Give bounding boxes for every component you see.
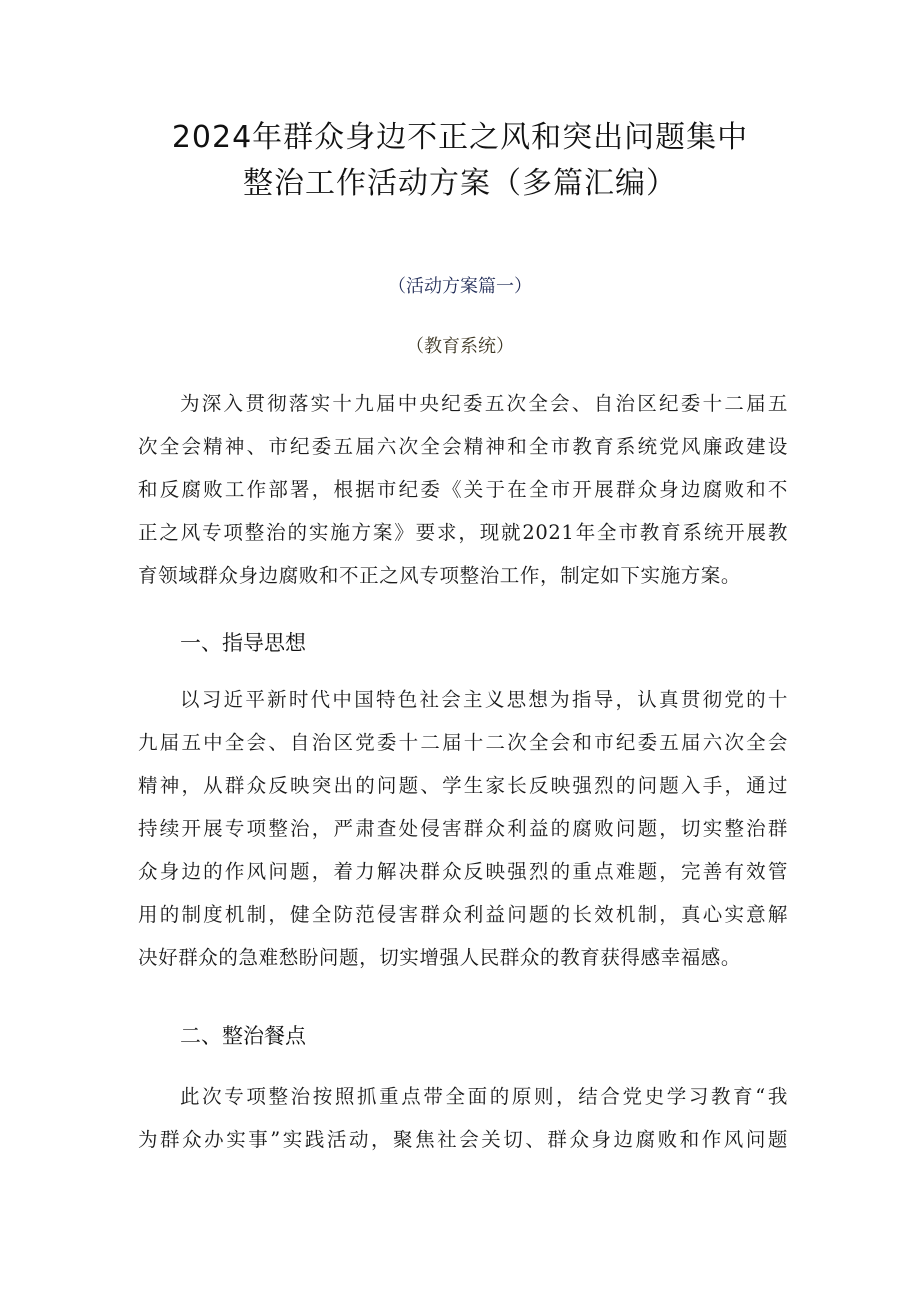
section-subtitle-plan-one: （活动方案篇一） [388,276,532,297]
document-title-line-1: 2024年群众身边不正之风和突出问题集中 [171,120,749,155]
paragraph-1-line: 正之风专项整治的实施方案》要求，现就2021年全市教育系统开展教 [138,521,788,544]
heading-guiding-ideology: 一、指导思想 [180,631,306,655]
paragraph-2-line: 九届五中全会、自治区党委十二届十二次全会和市纪委五届六次全会 [138,731,788,754]
paragraph-2-line: 众身边的作风问题，着力解决群众反映强烈的重点难题，完善有效管 [138,860,788,883]
paragraph-1-line: 育领域群众身边腐败和不正之风专项整治工作，制定如下实施方案。 [138,564,742,587]
paragraph-3-line: 为群众办实事”实践活动，聚焦社会关切、群众身边腐败和作风问题 [138,1128,788,1151]
document-title-line-2: 整治工作活动方案（多篇汇编） [243,166,677,201]
paragraph-3-line: 此次专项整治按照抓重点带全面的原则，结合党史学习教育“我 [180,1085,788,1108]
paragraph-2-line: 精神，从群众反映突出的问题、学生家长反映强烈的问题入手，通过 [138,774,788,797]
paragraph-2-line: 持续开展专项整治，严肃查处侵害群众利益的腐败问题，切实整治群 [138,817,788,840]
section-subtitle-education-system: （教育系统） [406,336,514,357]
paragraph-2-line: 用的制度机制，健全防范侵害群众利益问题的长效机制，真心实意解 [138,903,788,926]
paragraph-2-line: 决好群众的急难愁盼问题，切实增强人民群众的教育获得感幸福感。 [138,946,742,969]
heading-rectification-focus: 二、整治餐点 [180,1024,306,1048]
paragraph-1-line: 次全会精神、市纪委五届六次全会精神和全市教育系统党风廉政建设 [138,435,788,458]
paragraph-1-line: 为深入贯彻落实十九届中央纪委五次全会、自治区纪委十二届五 [180,392,788,415]
paragraph-2-line: 以习近平新时代中国特色社会主义思想为指导，认真贯彻党的十 [180,688,788,711]
paragraph-1-line: 和反腐败工作部署，根据市纪委《关于在全市开展群众身边腐败和不 [138,478,788,501]
